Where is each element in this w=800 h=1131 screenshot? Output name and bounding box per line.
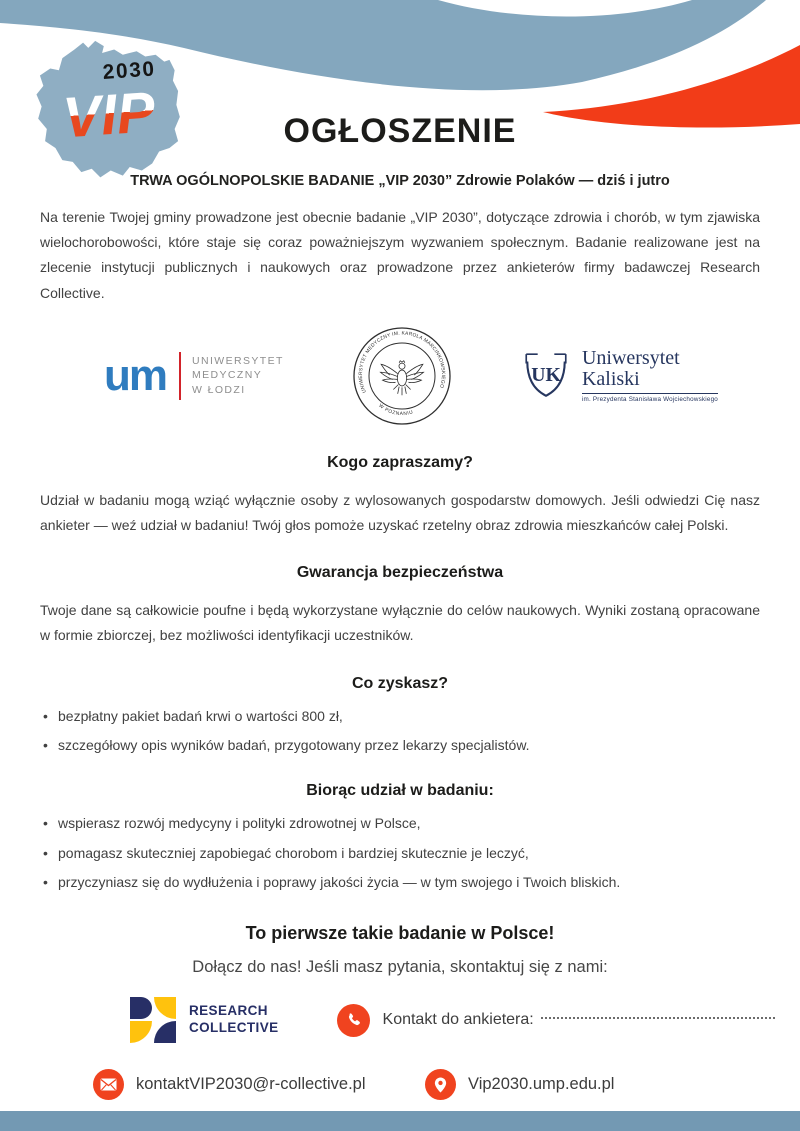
email-contact — [93, 1069, 366, 1100]
uk-name-line2: Kaliski — [581, 368, 640, 391]
rc-mark-shape — [130, 1021, 152, 1043]
uk-kaliski-logo — [520, 348, 718, 404]
section-heading-kogo: Kogo zapraszamy? — [327, 453, 473, 471]
footer-bar-decoration — [0, 1111, 800, 1131]
partner-logos-row — [0, 324, 800, 428]
poznan-university-seal — [352, 326, 452, 426]
closing-subheading: Dołącz do nas! Jeśli masz pytania, skontaktuj się z nami: — [192, 958, 608, 977]
intro-paragraph: Na terenie Twojej gminy prowadzone jest obecnie badanie „VIP 2030”, dotyczące zdrowia i chorób, w tym zjawiska wielochorobowości, które staje się coraz poważniejszym wyzwaniem społecznym. Badanie realizowane jest na zlecenie instytucji publicznych i naukowych oraz prowadzone przez ankieterów firmy badawczej Research Collective. — [40, 209, 760, 301]
um-lodz-name-line2: MEDYCZNY — [192, 369, 263, 382]
flyer-content — [0, 112, 800, 977]
um-lodz-name — [192, 354, 284, 398]
vip-logo-year: 2030 — [102, 57, 157, 85]
research-collective-logo-icon — [130, 997, 176, 1043]
rc-mark-shape — [130, 997, 152, 1019]
section-body-kogo: Udział w badaniu mogą wziąć wyłącznie osoby z wylosowanych gospodarstw domowych. Jeśli odwiedzi Cię nasz ankieter — weź udział w badaniu! Twój głos pomoże uzyskać rzetelny obraz zdrowia mieszkańców całej Polski. — [40, 491, 760, 533]
website-contact — [425, 1069, 614, 1100]
uk-shield-icon — [520, 348, 572, 404]
section-body-gwarancja: Twoje dane są całkowicie poufne i będą wykorzystane wyłącznie do celów naukowych. Wyniki zostaną opracowane w formie zbiorczej, bez możliwości identyfikacji uczestników. — [40, 602, 760, 644]
uk-mark: UK — [531, 363, 561, 386]
rc-mark-shape — [154, 997, 176, 1019]
rc-wordmark-line1: RESEARCH — [189, 1003, 268, 1019]
closing-heading: To pierwsze takie badanie w Polsce! — [245, 923, 555, 944]
seal-arc-bottom-text: W POZNANIU — [377, 403, 415, 417]
website-url[interactable]: Vip2030.ump.edu.pl — [468, 1075, 615, 1093]
uk-kaliski-name — [582, 348, 718, 403]
section-heading-co-zyskasz: Co zyskasz? — [351, 674, 449, 692]
svg-text:W POZNANIU — [377, 403, 414, 417]
um-lodz-mark: um — [104, 350, 166, 400]
list-item: • bezpłatny pakiet badań krwi o wartości 800 zł, — [58, 705, 760, 727]
page-title: OGŁOSZENIE — [283, 112, 517, 150]
benefits-list — [0, 705, 760, 757]
uk-rule — [582, 393, 718, 394]
list-item: • szczegółowy opis wyników badań, przygotowany przez lekarzy specjalistów. — [58, 734, 760, 756]
interviewer-contact-label: Kontakt do ankietera: — [382, 1011, 534, 1028]
envelope-icon — [93, 1069, 124, 1100]
list-item: • pomagasz skuteczniej zapobiegać chorobom i bardziej skutecznie je leczyć, — [58, 842, 760, 864]
seal-arc-top-text: UNIWERSYTET MEDYCZNY IM. KAROLA MARCINKOWSKIEGO — [358, 331, 445, 394]
email-address[interactable]: kontaktVIP2030@r-collective.pl — [136, 1075, 366, 1093]
research-collective-wordmark — [189, 1003, 279, 1037]
um-lodz-divider — [179, 352, 181, 400]
contact-row — [130, 997, 775, 1043]
section-heading-gwarancja: Gwarancja bezpieczeństwa — [296, 564, 504, 582]
eagle-icon — [380, 360, 423, 395]
um-lodz-logo — [104, 352, 284, 400]
uk-subtitle: im. Prezydenta Stanisława Wojciechowskiego — [581, 396, 718, 404]
um-lodz-name-line3: W ŁODZI — [192, 384, 246, 397]
phone-icon — [337, 1004, 370, 1037]
footer-contacts — [0, 1069, 800, 1103]
list-item: • wspierasz rozwój medycyny i polityki zdrowotnej w Polsce, — [58, 812, 760, 834]
rc-mark-shape — [154, 1021, 176, 1043]
uk-name-line1: Uniwersytet — [581, 347, 680, 370]
section-heading-biorac-udzial: Biorąc udział w badaniu: — [306, 782, 494, 800]
map-pin-icon — [425, 1069, 456, 1100]
um-lodz-name-line1: UNIWERSYTET — [192, 354, 284, 367]
study-subtitle: TRWA OGÓLNOPOLSKIE BADANIE „VIP 2030” Zdrowie Polaków — dziś i jutro — [130, 173, 670, 189]
rc-wordmark-line2: COLLECTIVE — [189, 1020, 279, 1035]
interviewer-contact-write-in-line[interactable] — [541, 1017, 775, 1019]
impact-list — [0, 812, 760, 893]
list-item: • przyczyniasz się do wydłużenia i poprawy jakości życia — w tym swojego i Twoich bliskich. — [58, 871, 760, 893]
vip-logo-acronym: VIP — [60, 80, 157, 151]
